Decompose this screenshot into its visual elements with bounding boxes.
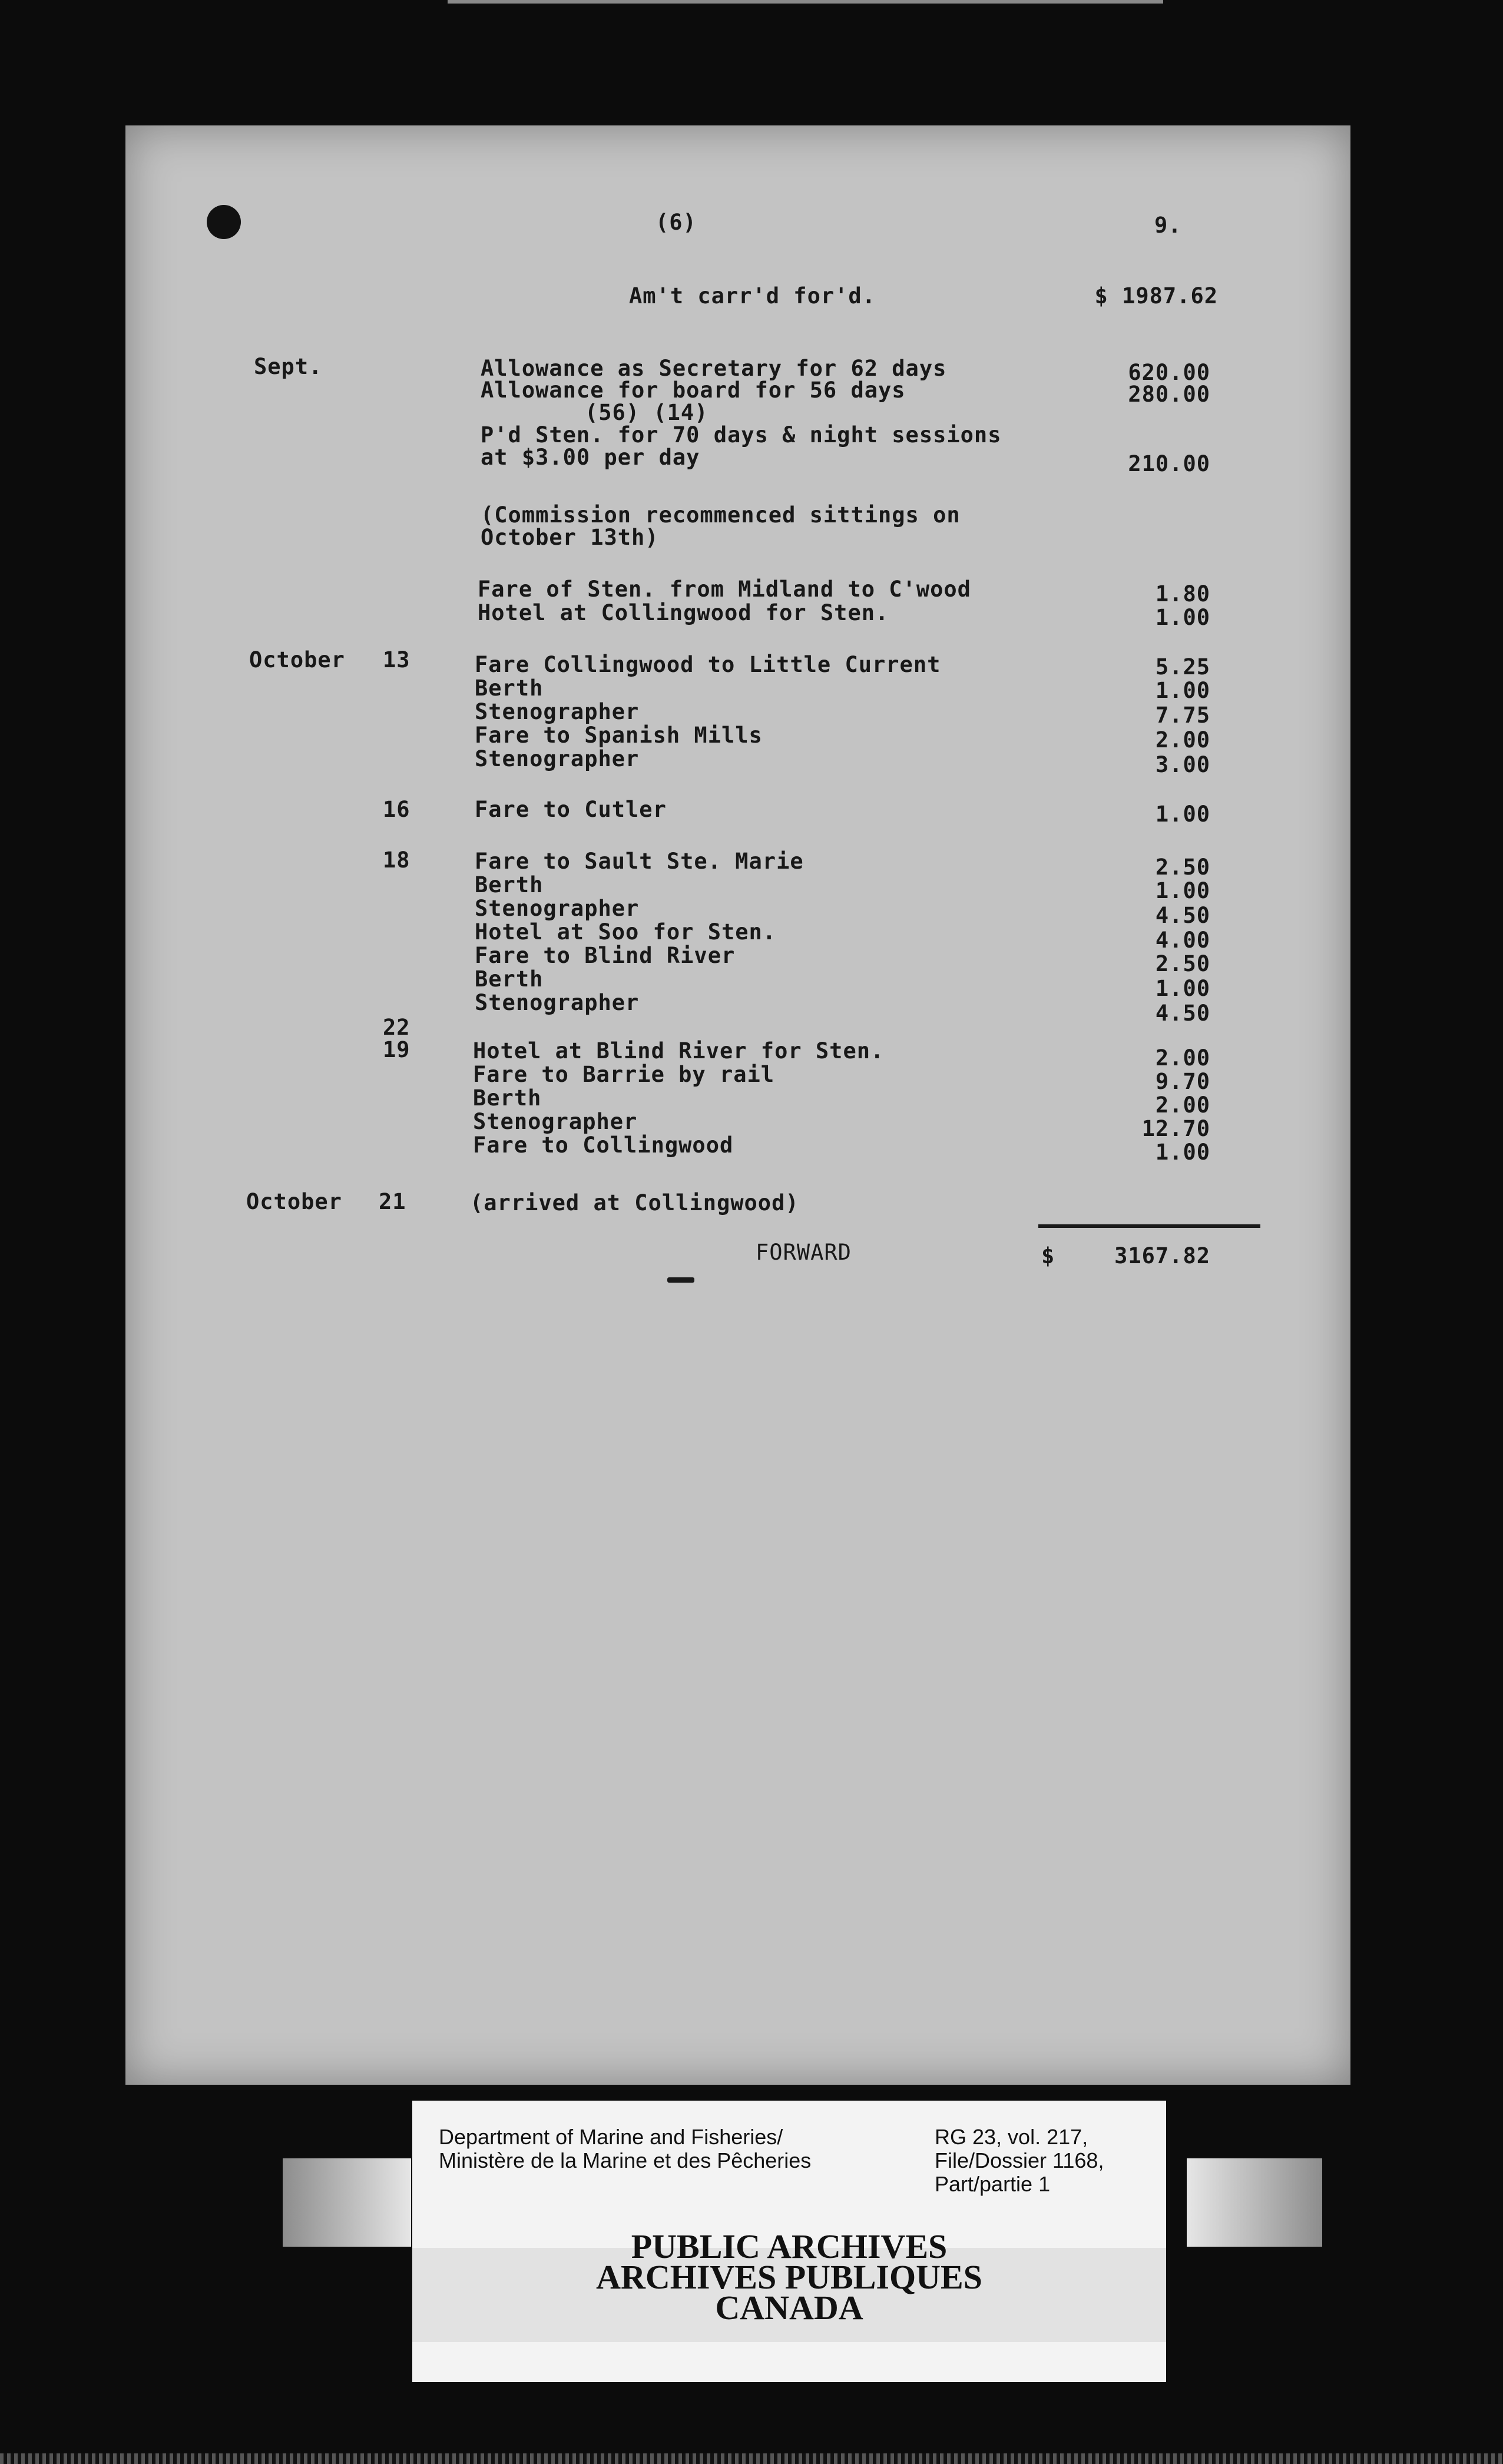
entry-amount: 280.00 [1128,382,1210,407]
entry-desc: Stenographer [475,746,640,771]
entry-amount: 9.70 [1155,1069,1210,1094]
entry-month: October [246,1189,342,1214]
ledger-page [125,125,1350,2085]
entry-desc: P'd Sten. for 70 days & night sessions [481,422,1002,448]
entry-month: October [249,647,345,673]
entry-desc: Allowance as Secretary for 62 days [481,356,947,381]
entry-amount: 2.00 [1155,727,1210,753]
entry-day: 18 [383,847,410,873]
entry-amount: 4.50 [1155,1001,1210,1026]
label-holder-right [1187,2158,1322,2247]
entry-amount: 2.00 [1155,1092,1210,1118]
entry-amount: 3.00 [1155,752,1210,777]
dept-english: Department of Marine and Fisheries/ [439,2125,783,2149]
entry-desc: Hotel at Blind River for Sten. [473,1038,885,1064]
entry-desc: at $3.00 per day [481,445,700,470]
entry-amount: 4.50 [1155,903,1210,928]
entry-amount: 1.00 [1155,678,1210,703]
film-bottom-edge [0,2453,1503,2464]
entry-desc: Stenographer [473,1109,638,1134]
entry-amount: 1.00 [1155,1140,1210,1165]
entry-day-overstrike: 22 [383,1015,410,1040]
page-marker: (6) [656,210,697,235]
entry-desc: Fare to Sault Ste. Marie [475,849,804,874]
entry-desc: Fare to Barrie by rail [473,1062,775,1087]
entry-amount: 2.50 [1155,855,1210,880]
ref-part: Part/partie 1 [935,2172,1051,2196]
entry-desc: Fare Collingwood to Little Current [475,652,941,677]
entry-desc: Fare to Spanish Mills [475,723,763,748]
entry-amount: 12.70 [1141,1116,1210,1141]
entry-desc: Fare of Sten. from Midland to C'wood [478,577,971,602]
dept-french: Ministère de la Marine et des Pêcheries [439,2148,812,2172]
entry-desc: Berth [475,675,544,701]
entry-desc: Fare to Cutler [475,797,667,822]
carried-amount: $ 1987.62 [1094,283,1218,309]
entry-amount: 2.00 [1155,1045,1210,1071]
entry-desc: (Commission recommenced sittings on [481,502,961,528]
ref-file: File/Dossier 1168, [935,2148,1104,2172]
forward-currency: $ [1041,1243,1055,1269]
ref-volume: RG 23, vol. 217, [935,2125,1088,2149]
entry-day: 13 [383,647,410,673]
entry-amount: 210.00 [1128,451,1210,476]
label-holder-left [283,2158,411,2247]
entry-desc: Fare to Collingwood [473,1132,734,1158]
ink-dash [667,1277,694,1283]
entry-month: Sept. [254,354,323,379]
entry-amount: 1.00 [1155,878,1210,903]
forward-amount: 3167.82 [1114,1243,1210,1269]
entry-amount: 1.00 [1155,976,1210,1001]
punch-hole [207,205,241,239]
film-top-strip [448,0,1163,4]
carried-label: Am't carr'd for'd. [629,283,876,309]
archive-label [412,2101,1166,2382]
entry-amount: 5.25 [1155,654,1210,680]
entry-desc: Berth [475,966,544,992]
entry-desc: (arrived at Collingwood) [470,1190,799,1216]
entry-desc: Berth [475,872,544,897]
entry-amount: 7.75 [1155,703,1210,728]
entry-desc: Fare to Blind River [475,943,736,968]
forward-label: FORWARD [756,1240,852,1265]
entry-desc: Allowance for board for 56 days [481,377,906,403]
entry-day: 21 [379,1189,406,1214]
total-rule [1038,1224,1260,1228]
entry-desc: (56) (14) [585,400,709,425]
archive-title-english: PUBLIC ARCHIVES [631,2227,948,2266]
entry-desc: Hotel at Soo for Sten. [475,919,777,945]
entry-desc: Stenographer [475,699,640,724]
entry-amount: 1.00 [1155,605,1210,630]
entry-amount: 1.00 [1155,802,1210,827]
entry-day: 19 [383,1037,410,1062]
entry-amount: 1.80 [1155,581,1210,607]
entry-amount: 620.00 [1128,360,1210,385]
entry-desc: Stenographer [475,990,640,1015]
page-number: 9. [1154,213,1182,238]
entry-amount: 2.50 [1155,951,1210,976]
entry-desc: October 13th) [481,525,659,550]
archive-country: CANADA [715,2289,863,2327]
entry-amount: 4.00 [1155,928,1210,953]
archive-title-french: ARCHIVES PUBLIQUES [596,2258,982,2296]
entry-day: 16 [383,797,410,822]
entry-desc: Hotel at Collingwood for Sten. [478,600,889,625]
entry-desc: Berth [473,1085,542,1111]
entry-desc: Stenographer [475,896,640,921]
